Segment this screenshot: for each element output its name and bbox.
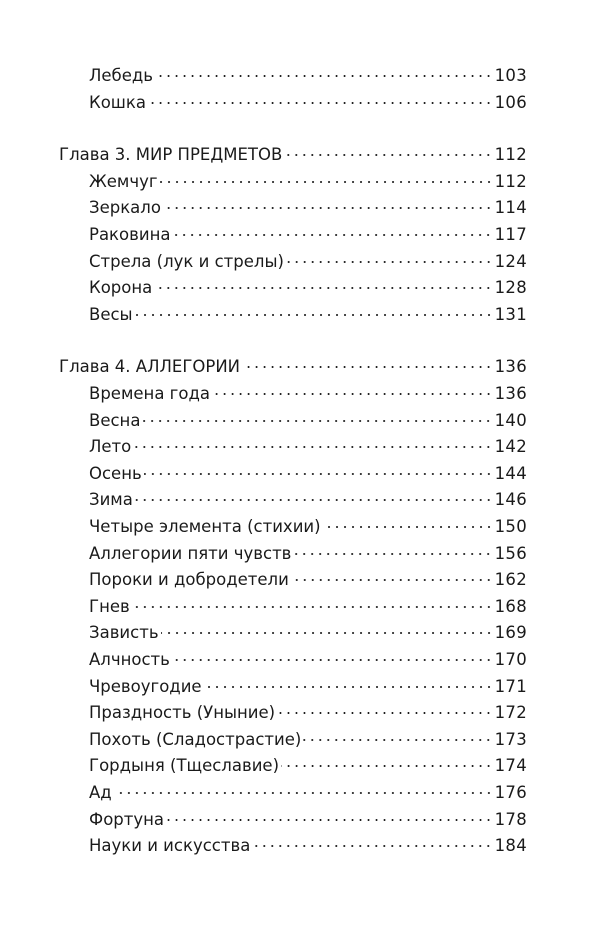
entry-title: Раковина: [89, 225, 171, 244]
entry-title: Кошка: [89, 92, 146, 112]
entry-title: Зависть: [89, 623, 159, 643]
toc-entry: [89, 514, 527, 540]
entry-title: Корона: [89, 278, 153, 298]
page-number: 174: [494, 756, 527, 776]
entry-title: Алчность: [89, 650, 170, 669]
entry-title: Осень: [89, 463, 142, 483]
dot-leader: [284, 154, 492, 156]
dot-leader: [172, 234, 492, 236]
entry-title: Времена года: [89, 384, 210, 403]
toc-entry: [89, 302, 527, 328]
page-number: 136: [494, 384, 527, 403]
page-number: 117: [494, 225, 527, 244]
dot-leader: [252, 845, 492, 847]
entry-title: Зима: [89, 490, 133, 510]
toc-entry: [89, 487, 527, 513]
toc-entry: [89, 195, 527, 221]
toc-entry: [89, 541, 527, 567]
entry-title: Похоть (Сладострастие): [89, 729, 302, 749]
dot-leader: [293, 553, 492, 555]
page-number: 173: [494, 729, 527, 749]
page-number: 156: [494, 543, 527, 563]
dot-leader: [286, 261, 493, 263]
entry-title: Лебедь: [89, 66, 154, 85]
page-number: 170: [494, 650, 527, 669]
page-number: 140: [494, 410, 527, 430]
dot-leader: [135, 314, 493, 316]
toc-entry: [89, 222, 527, 248]
dot-leader: [323, 526, 493, 528]
toc-entry: [89, 620, 527, 646]
toc-entry: [89, 753, 527, 779]
page-number: 150: [494, 517, 527, 536]
toc-chapter-entry: [59, 142, 527, 168]
entry-title: Праздность (Уныние): [89, 703, 276, 723]
entry-title: Лето: [89, 437, 132, 457]
dot-leader: [172, 659, 493, 661]
toc-entry: [89, 700, 527, 726]
dot-leader: [154, 287, 492, 289]
page-number: 112: [494, 171, 527, 191]
toc-entry: [89, 461, 527, 487]
toc-entry: [89, 90, 527, 116]
chapter-title: Глава 4. АЛЛЕГОРИИ: [59, 357, 241, 377]
dot-leader: [303, 739, 492, 741]
dot-leader: [163, 207, 493, 209]
dot-leader: [148, 102, 493, 104]
entry-title: Гордыня (Тщеславие): [89, 756, 279, 776]
dot-leader: [204, 686, 493, 688]
dot-leader: [161, 632, 493, 634]
toc-entry: [89, 169, 527, 195]
page-number: 112: [494, 145, 527, 165]
dot-leader: [242, 366, 493, 368]
toc-entry: [89, 249, 527, 275]
toc-entry: [89, 567, 527, 593]
toc-entry: [89, 594, 527, 620]
entry-title: Аллегории пяти чувств: [89, 543, 292, 563]
entry-title: Науки и искусства: [89, 836, 251, 856]
page-number: 103: [494, 66, 527, 85]
page-number: 131: [494, 304, 527, 324]
toc-entry: [89, 674, 527, 700]
page-number: 178: [494, 809, 527, 829]
toc-entry: [89, 381, 527, 407]
page-number: 144: [494, 463, 527, 483]
page-number: 176: [494, 783, 527, 802]
dot-leader: [142, 420, 492, 422]
dot-leader: [114, 792, 493, 794]
entry-title: Фортуна: [89, 809, 165, 829]
page-number: 168: [494, 596, 527, 616]
dot-leader: [144, 473, 493, 475]
toc-entry: [89, 833, 527, 859]
chapter-title: Глава 3. МИР ПРЕДМЕТОВ: [59, 145, 283, 165]
dot-leader: [277, 712, 492, 714]
toc-entry: [89, 807, 527, 833]
toc-entry: [89, 647, 527, 673]
page-number: 171: [494, 676, 527, 696]
page-number: 114: [494, 198, 527, 218]
dot-leader: [160, 181, 493, 183]
entry-title: Пороки и добродетели: [89, 570, 289, 590]
page-number: 172: [494, 703, 527, 723]
entry-title: Стрела (лук и стрелы): [89, 251, 284, 271]
toc-entry: [89, 780, 527, 806]
page-number: 128: [494, 278, 527, 298]
toc-chapter-entry: [59, 354, 527, 380]
page-number: 142: [494, 437, 527, 457]
page-number: 106: [494, 92, 527, 112]
entry-title: Весна: [89, 410, 141, 430]
entry-title: Гнев: [89, 596, 130, 616]
page-number: 136: [494, 357, 527, 377]
entry-title: Четыре элемента (стихии): [89, 517, 321, 536]
entry-title: Жемчуг: [89, 171, 158, 191]
entry-title: Ад: [89, 783, 112, 802]
toc-entry: [89, 275, 527, 301]
dot-leader: [281, 765, 493, 767]
dot-leader: [291, 579, 493, 581]
page-number: 146: [494, 490, 527, 510]
toc-entry: [89, 434, 527, 460]
toc-entry: [89, 408, 527, 434]
page-number: 162: [494, 570, 527, 590]
dot-leader: [155, 75, 493, 77]
page-number: 184: [494, 836, 527, 856]
page-number: 124: [494, 251, 527, 271]
page-number: 169: [494, 623, 527, 643]
dot-leader: [135, 499, 493, 501]
toc-entry: [89, 63, 527, 89]
toc-entry: [89, 727, 527, 753]
dot-leader: [212, 393, 493, 395]
dot-leader: [166, 819, 493, 821]
dot-leader: [132, 606, 493, 608]
dot-leader: [133, 446, 492, 448]
entry-title: Зеркало: [89, 198, 161, 218]
entry-title: Весы: [89, 304, 133, 324]
entry-title: Чревоугодие: [89, 676, 202, 696]
